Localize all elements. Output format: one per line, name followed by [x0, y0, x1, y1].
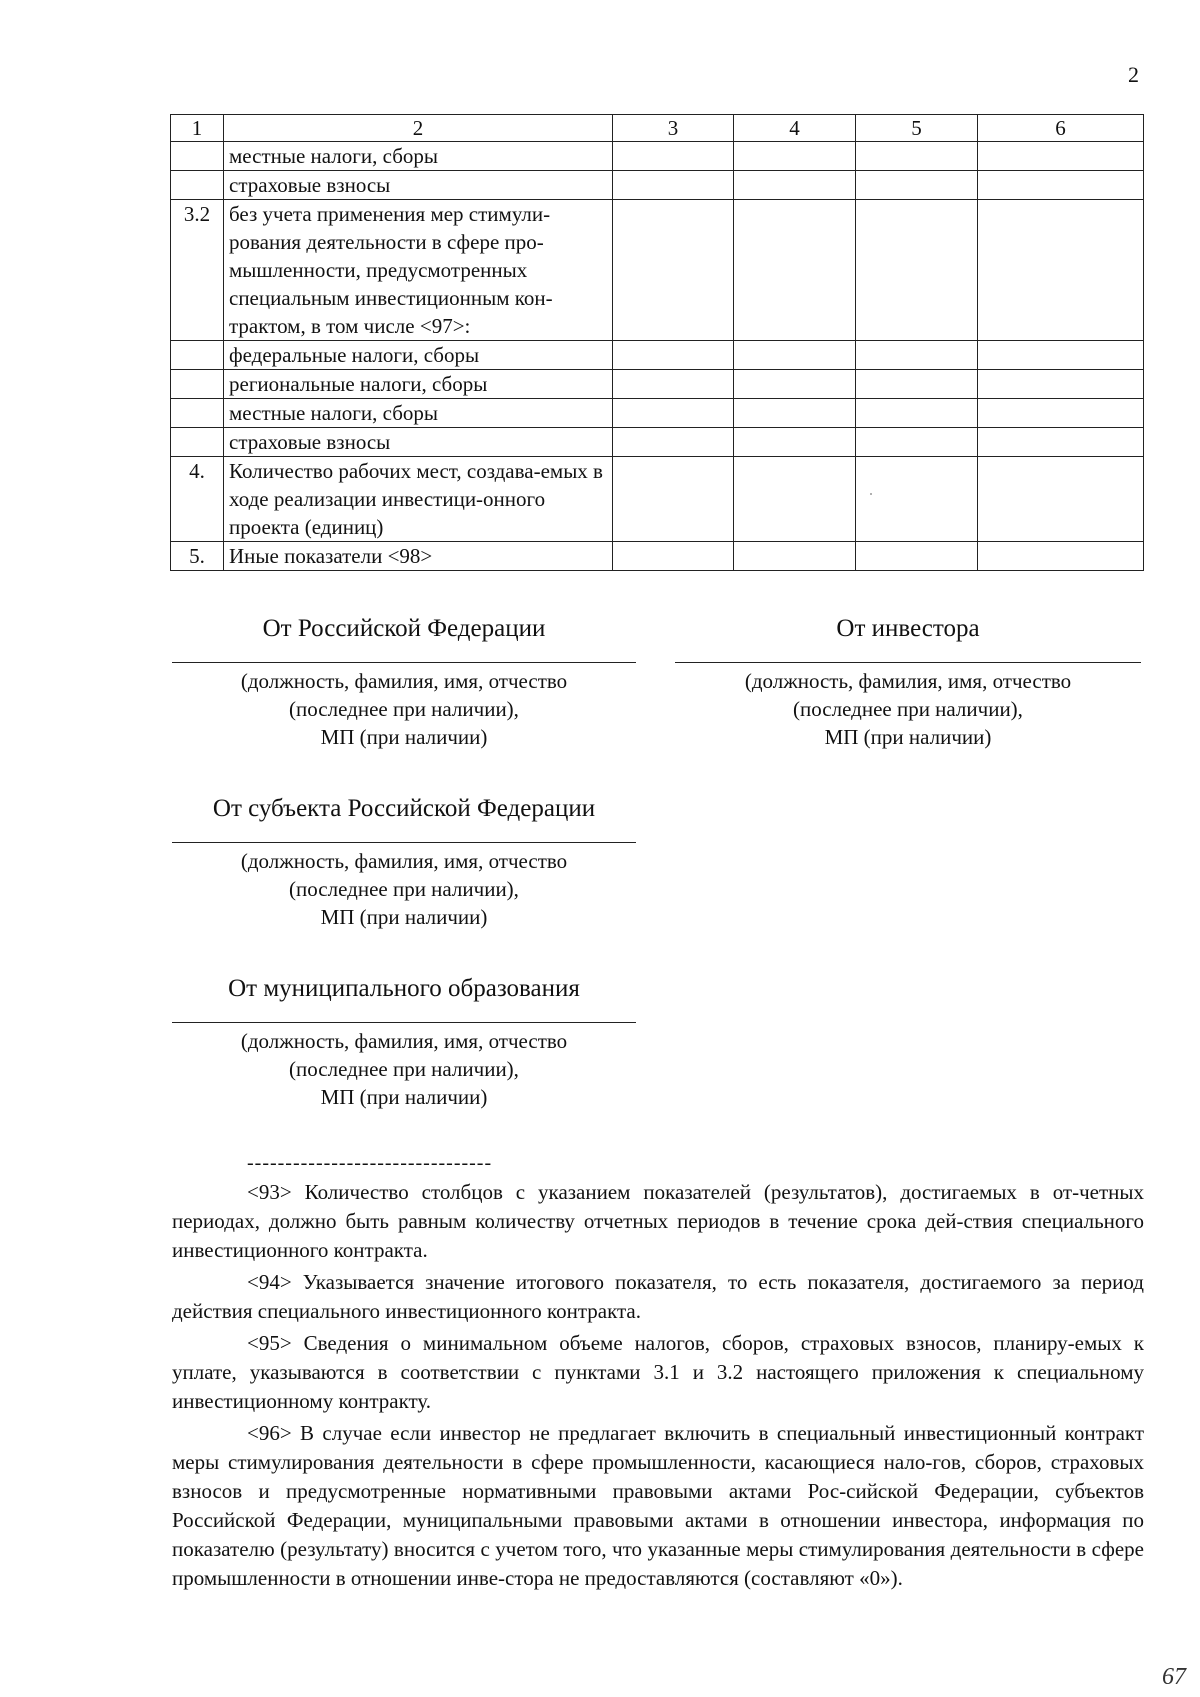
- value-cell: [978, 142, 1144, 171]
- value-cell: [856, 341, 978, 370]
- header-cell: 3: [613, 115, 734, 142]
- value-cell: [978, 428, 1144, 457]
- footnote-93: <93> Количество столбцов с указанием показателей (результатов), достигаемых в от-четных периодах, должно быть равным количеству отчетных периодов в течение срока дей-ствия специального инвестиционного контракта.: [172, 1180, 1144, 1262]
- value-cell: [856, 171, 978, 200]
- table-row: [171, 428, 1144, 457]
- value-cell: [856, 457, 978, 542]
- caption-line: (последнее при наличии),: [289, 697, 519, 721]
- row-label: без учета применения мер стимули-рования деятельности в сфере про-мышленности, предусмотренных специальным инвестиционным кон-трактом, в том числе <97>:: [224, 200, 613, 341]
- caption-line: МП (при наличии): [320, 725, 488, 749]
- caption-line: (последнее при наличии),: [289, 877, 519, 901]
- signature-line: [172, 1022, 636, 1023]
- signature-caption: [172, 667, 636, 751]
- caption-line: МП (при наличии): [320, 905, 488, 929]
- signature-line: [172, 662, 636, 663]
- signature-caption: [172, 847, 636, 931]
- value-cell: [734, 542, 856, 571]
- value-cell: [978, 399, 1144, 428]
- value-cell: [978, 457, 1144, 542]
- table-row: [171, 399, 1144, 428]
- value-cell: [978, 341, 1144, 370]
- value-cell: [734, 399, 856, 428]
- row-label: местные налоги, сборы: [224, 399, 613, 428]
- caption-line: (должность, фамилия, имя, отчество: [240, 1029, 568, 1053]
- table-row: [171, 542, 1144, 571]
- value-cell: [734, 428, 856, 457]
- header-cell: 5: [856, 115, 978, 142]
- signature-title: От инвестора: [836, 615, 980, 642]
- value-cell: [734, 457, 856, 542]
- table-row: [171, 370, 1144, 399]
- value-cell: [734, 171, 856, 200]
- value-cell: [856, 542, 978, 571]
- value-cell: [613, 399, 734, 428]
- value-cell: [734, 370, 856, 399]
- signature-block-federation: [172, 614, 636, 751]
- caption-line: (последнее при наличии),: [793, 697, 1023, 721]
- row-label: страховые взносы: [224, 171, 613, 200]
- row-number: [171, 399, 224, 428]
- table-row: [171, 457, 1144, 542]
- footnote-separator: --------------------------------: [247, 1152, 493, 1174]
- row-label: Количество рабочих мест, создава-емых в ходе реализации инвестици-онного проекта (единиц): [224, 457, 613, 542]
- value-cell: [856, 399, 978, 428]
- value-cell: [613, 457, 734, 542]
- row-number: [171, 341, 224, 370]
- value-cell: [734, 142, 856, 171]
- signature-title: От муниципального образования: [228, 975, 580, 1002]
- header-cell: 2: [224, 115, 613, 142]
- row-number: [171, 171, 224, 200]
- caption-line: (должность, фамилия, имя, отчество: [240, 669, 568, 693]
- signature-title: От Российской Федерации: [262, 615, 546, 642]
- value-cell: [734, 200, 856, 341]
- row-number: [171, 142, 224, 171]
- footnotes: [172, 1178, 1144, 1596]
- signature-block-municipality: [172, 974, 636, 1111]
- row-number: [171, 428, 224, 457]
- value-cell: [613, 542, 734, 571]
- row-number: 3.2: [171, 200, 224, 341]
- value-cell: [978, 542, 1144, 571]
- table-row: [171, 341, 1144, 370]
- page-number: 2: [1128, 62, 1139, 87]
- table-header-row: [171, 115, 1144, 142]
- value-cell: [978, 200, 1144, 341]
- caption-line: МП (при наличии): [824, 725, 992, 749]
- signature-caption: [675, 667, 1141, 751]
- value-cell: [613, 142, 734, 171]
- table-row: [171, 171, 1144, 200]
- caption-line: (последнее при наличии),: [289, 1057, 519, 1081]
- header-cell: 4: [734, 115, 856, 142]
- value-cell: [613, 200, 734, 341]
- value-cell: [613, 171, 734, 200]
- caption-line: МП (при наличии): [320, 1085, 488, 1109]
- value-cell: [978, 370, 1144, 399]
- header-cell: 1: [171, 115, 224, 142]
- table-row: [171, 200, 1144, 341]
- row-label: Иные показатели <98>: [224, 542, 613, 571]
- value-cell: [734, 341, 856, 370]
- signature-block-investor: [675, 614, 1141, 751]
- value-cell: [856, 428, 978, 457]
- scan-speck: [870, 493, 872, 495]
- row-number: 5.: [171, 542, 224, 571]
- signature-title: От субъекта Российской Федерации: [212, 795, 596, 822]
- row-label: федеральные налоги, сборы: [224, 341, 613, 370]
- row-number: [171, 370, 224, 399]
- signature-line: [675, 662, 1141, 663]
- value-cell: [613, 370, 734, 399]
- footnote-95: <95> Сведения о минимальном объеме налогов, сборов, страховых взносов, планиру-емых к уплате, указываются в соответствии с пунктами 3.1 и 3.2 настоящего приложения к специальному инвестиционному контракту.: [172, 1331, 1144, 1413]
- caption-line: (должность, фамилия, имя, отчество: [240, 849, 568, 873]
- table-row: [171, 142, 1144, 171]
- row-label: страховые взносы: [224, 428, 613, 457]
- value-cell: [856, 200, 978, 341]
- signature-line: [172, 842, 636, 843]
- handwritten-page-mark: 67: [1162, 1664, 1186, 1690]
- value-cell: [856, 370, 978, 399]
- row-label: местные налоги, сборы: [224, 142, 613, 171]
- signature-block-subject: [172, 794, 636, 931]
- value-cell: [856, 142, 978, 171]
- row-label: региональные налоги, сборы: [224, 370, 613, 399]
- value-cell: [613, 428, 734, 457]
- row-number: 4.: [171, 457, 224, 542]
- footnote-96: <96> В случае если инвестор не предлагает включить в специальный инвестиционный контракт меры стимулирования деятельности в сфере промышленности, касающиеся нало-гов, сборов, страховых взносов и предусмотренные нормативными правовыми актами Рос-сийской Федерации, субъектов Российской Федерации, муниципальными правовыми актами в отношении инвестора, информация по показателю (результату) вносится с учетом того, что указанные меры стимулирования деятельности в сфере промышленности в отношении инве-стора не предоставляются (составляют «0»).: [172, 1421, 1144, 1590]
- caption-line: (должность, фамилия, имя, отчество: [744, 669, 1072, 693]
- header-cell: 6: [978, 115, 1144, 142]
- value-cell: [978, 171, 1144, 200]
- signature-caption: [172, 1027, 636, 1111]
- value-cell: [613, 341, 734, 370]
- footnote-94: <94> Указывается значение итогового показателя, то есть показателя, достигаемого за период действия специального инвестиционного контракта.: [172, 1270, 1144, 1323]
- indicators-table: [170, 114, 1144, 571]
